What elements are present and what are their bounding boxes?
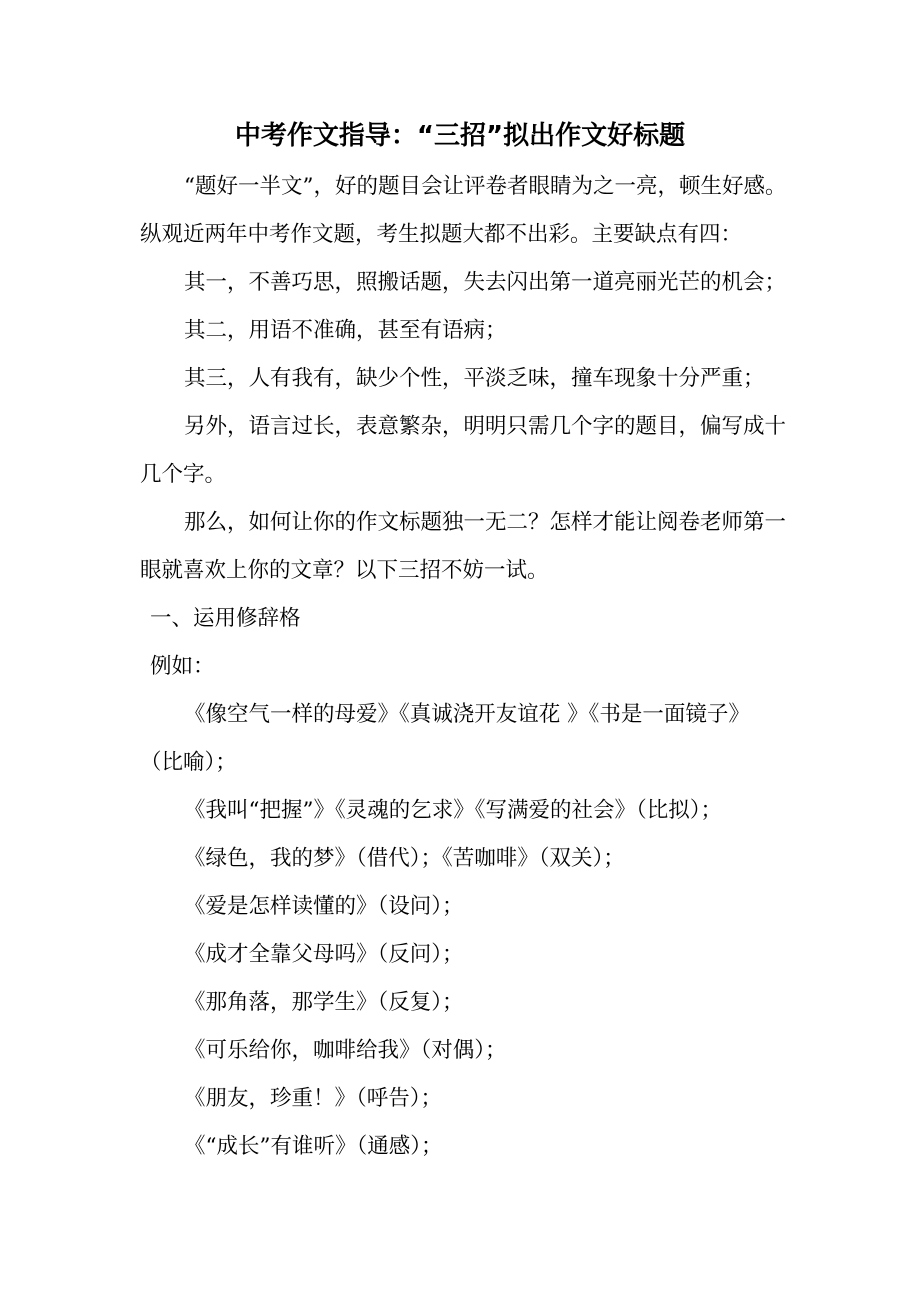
flaw-1: 其一，不善巧思，照搬话题，失去闪出第一道亮丽光芒的机会； (184, 270, 787, 295)
intro-line-2: 纵观近两年中考作文题，考生拟题大都不出彩。主要缺点有四： (140, 222, 743, 247)
flaw-4-line-2: 几个字。 (140, 462, 227, 487)
example-line: 《朋友，珍重！》（呼告）； (184, 1086, 443, 1111)
question-line-2: 眼就喜欢上你的文章？以下三招不妨一试。 (140, 558, 549, 583)
flaw-3: 其三，人有我有，缺少个性，平淡乏味，撞车现象十分严重； (184, 366, 765, 391)
flaw-4-line-1: 另外，语言过长，表意繁杂，明明只需几个字的题目，偏写成十 (184, 414, 787, 439)
example-line: （比喻）； (140, 750, 237, 775)
example-line: 《像空气一样的母爱》《真诚浇开友谊花 》《书是一面镜子》 (184, 702, 750, 727)
example-line: 《可乐给你，咖啡给我》（对偶）； (184, 1038, 507, 1063)
document-title: 中考作文指导：“三招”拟出作文好标题 (234, 121, 686, 151)
section-heading: 一、运用修辞格 (150, 606, 301, 631)
example-line: 《“成长”有谁听》（通感）； (184, 1134, 443, 1159)
example-line: 《绿色，我的梦》（借代）；《苦咖啡》（双关）； (184, 846, 625, 871)
example-label: 例如： (150, 654, 215, 679)
example-line: 《爱是怎样读懂的》（设问）； (184, 894, 464, 919)
example-line: 《成才全靠父母吗》（反问）； (184, 942, 464, 967)
example-line: 《那角落，那学生》（反复）； (184, 990, 464, 1015)
intro-line-1: “题好一半文”，好的题目会让评卷者眼睛为之一亮，顿生好感。 (184, 174, 787, 199)
example-line: 《我叫“把握”》《灵魂的乞求》《写满爱的社会》（比拟）； (184, 798, 722, 823)
question-line-1: 那么，如何让你的作文标题独一无二？怎样才能让阅卷老师第一 (184, 510, 787, 535)
flaw-2: 其二，用语不准确，甚至有语病； (184, 318, 507, 343)
